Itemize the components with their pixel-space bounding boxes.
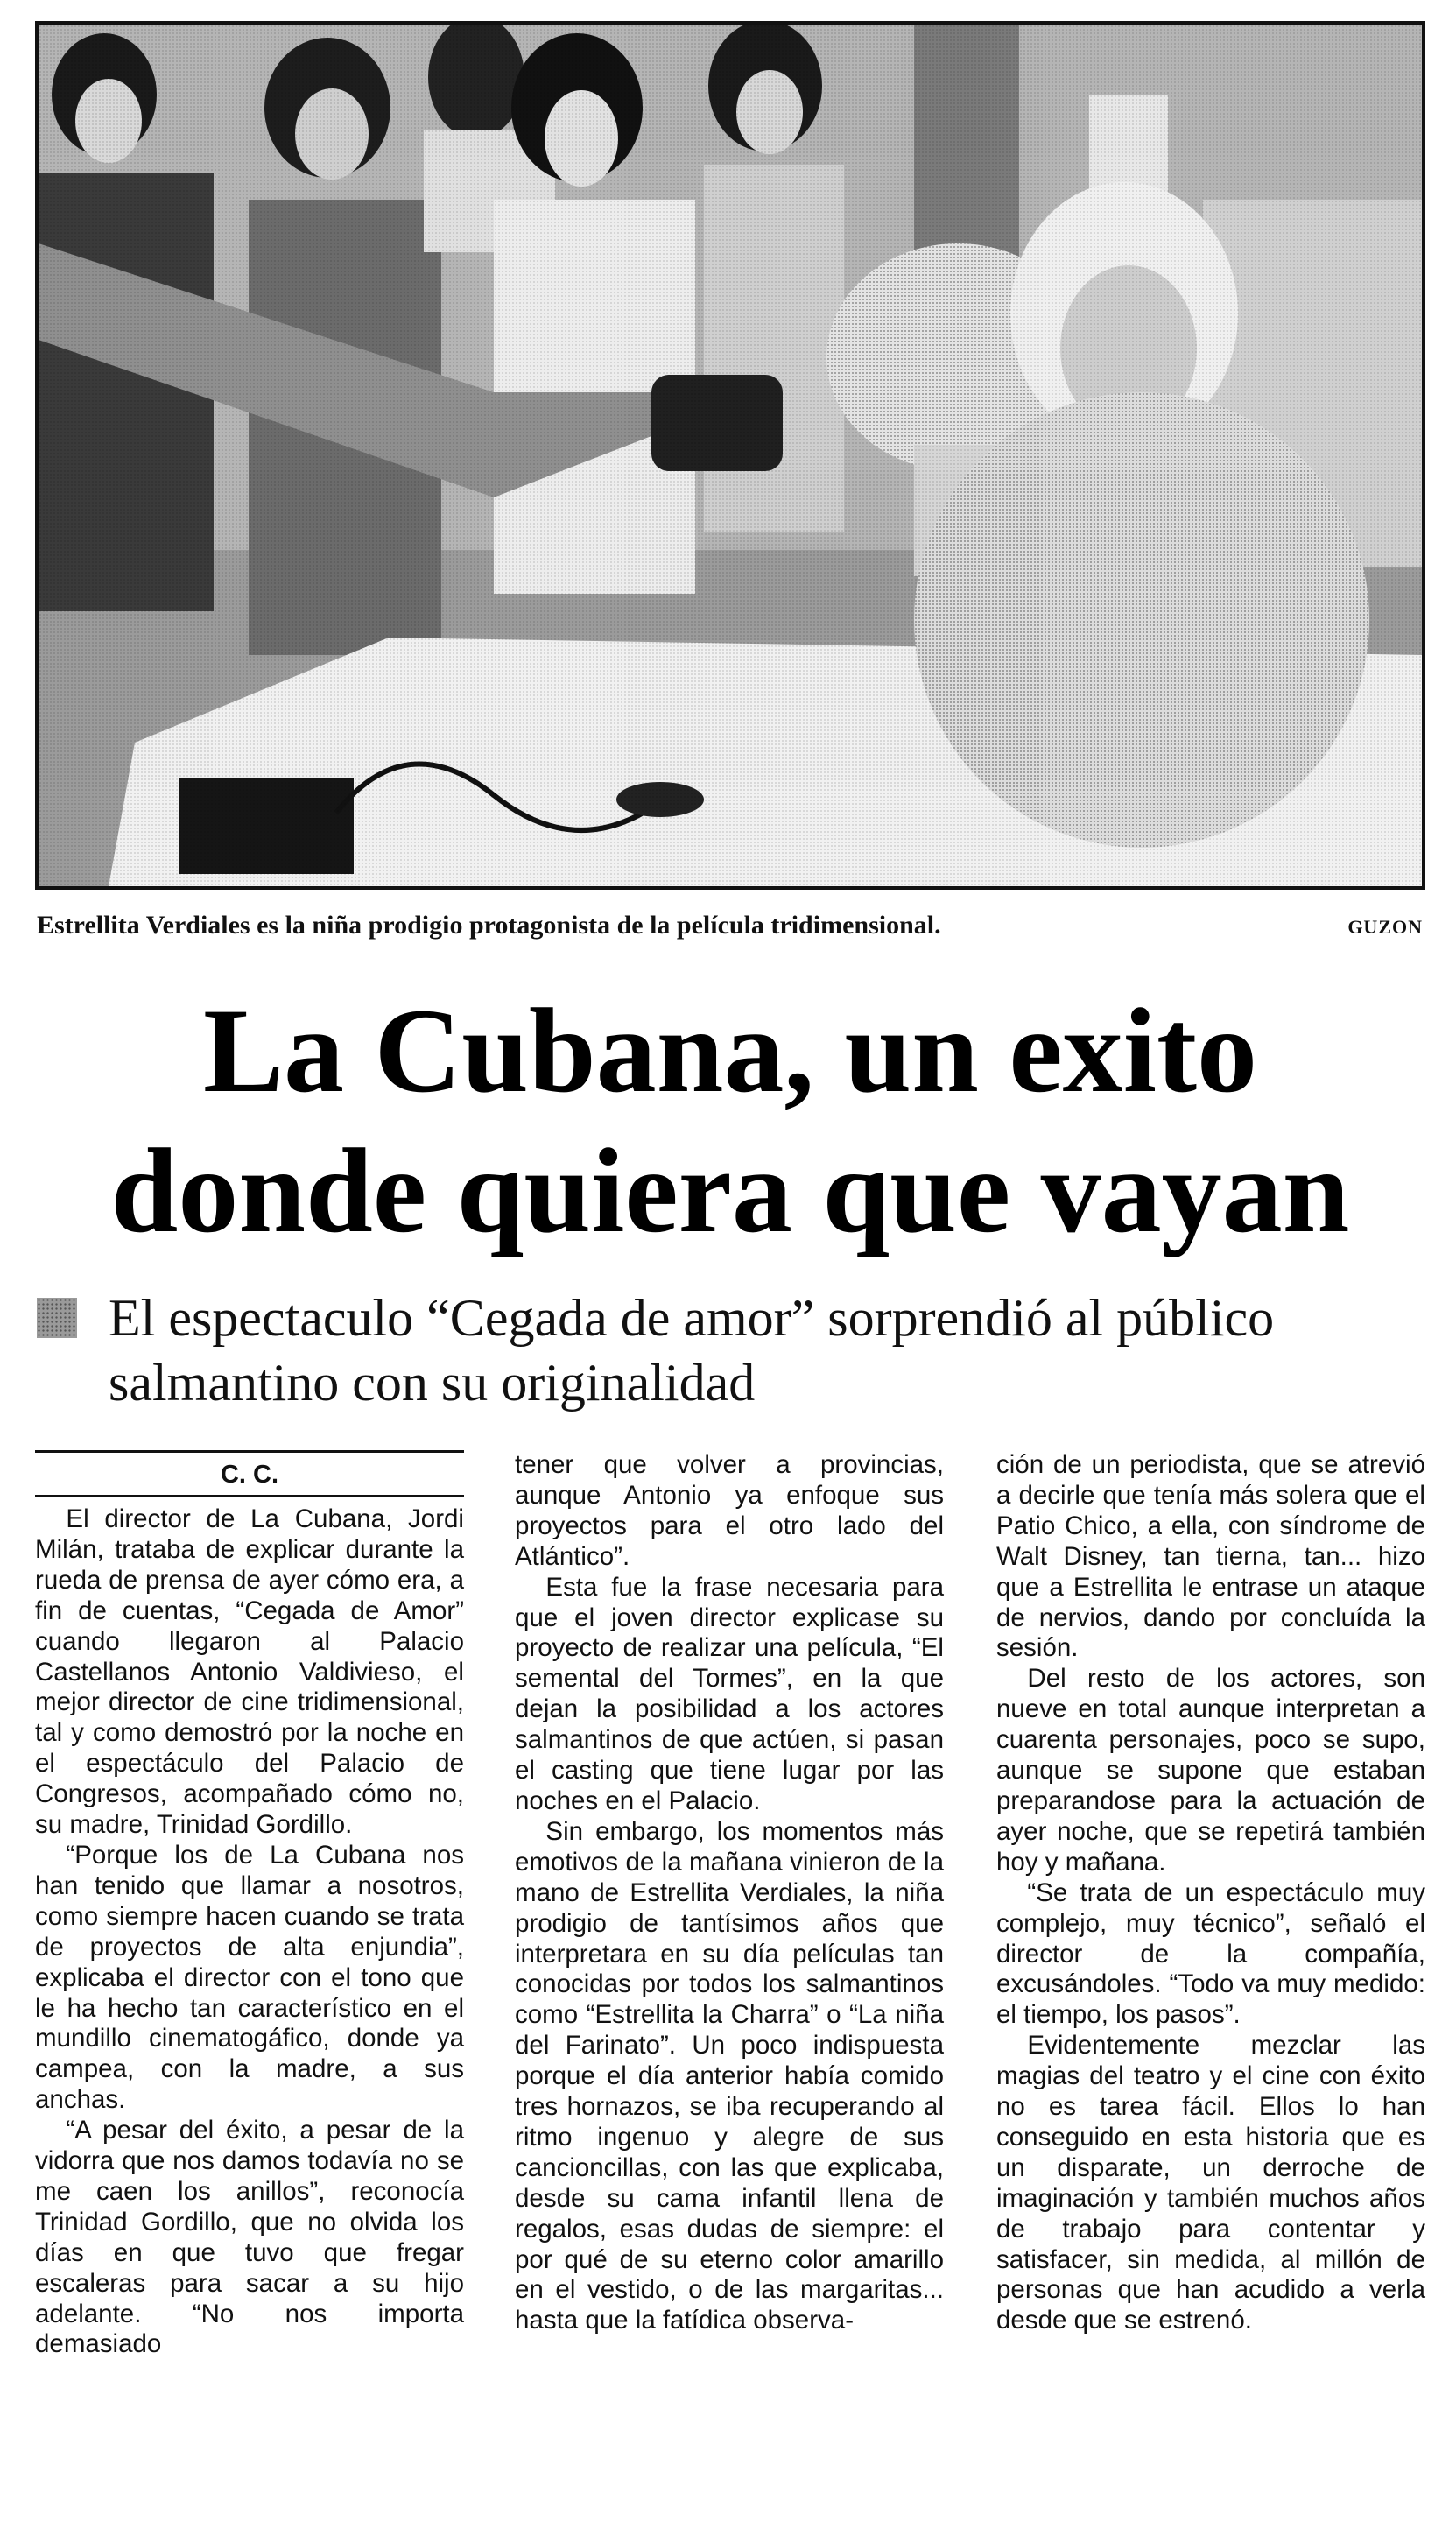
article-column-1 <box>35 1504 464 2360</box>
subheadline-line-1: El espectaculo “Cegada de amor” sorprendió al público <box>109 1289 1275 1347</box>
paragraph: “Porque los de La Cubana nos han tenido que llamar a nosotros, como siempre hacen cuando se trata de proyectos de alta enjundia”, explicaba el director con el tono que le ha hecho tan característico en el mundillo cinematogáfico, donde ya campea, con la madre, a sus anchas. <box>35 1840 464 2115</box>
press-photo <box>35 21 1425 890</box>
paragraph: Sin embargo, los momentos más emotivos de la mañana vinieron de la mano de Estrellita Verdiales, la niña prodigio de tantísimos años que interpretara en su día películas tan conocidas por todos los salmantinos como “Estrellita la Charra” o “La niña del Farinato”. Un poco indispuesta porque el día anterior había comido tres hornazos, se iba recuperando al ritmo ingenuo y alegre de sus cancioncillas, con las que explicaba, desde su cama infantil llena de regalos, esas dudas de siempre: el por qué de su eterno color amarillo en el vestido, o de las margaritas... hasta que la fatídica observa- <box>515 1816 944 2335</box>
paragraph: ción de un periodista, que se atrevió a decirle que tenía más solera que el Patio Chico, a ella, con síndrome de Walt Disney, tan tierna, tan... hizo que a Estrellita le entrase un ataque de nervios, dando por concluída la sesión. <box>996 1450 1425 1663</box>
press-photo-image <box>39 25 1422 886</box>
byline-rule-bottom <box>35 1495 464 1497</box>
article-column-2 <box>515 1450 944 2336</box>
paragraph: “Se trata de un espectáculo muy complejo, muy técnico”, señaló el director de la compañía, excusándoles. “Todo va muy medido: el tiempo, los pasos”. <box>996 1877 1425 2030</box>
photo-credit: GUZON <box>1347 916 1423 938</box>
photo-caption: Estrellita Verdiales es la niña prodigio protagonista de la película tridimensional. <box>37 911 941 940</box>
subhead-bullet-icon <box>37 1298 77 1338</box>
paragraph: Del resto de los actores, son nueve en total aunque interpretan a cuarenta personajes, poco se supo, aunque se supone que estaban preparandose para la actuación de ayer noche, que se repetirá también hoy y mañana. <box>996 1664 1425 1877</box>
headline <box>35 981 1425 1261</box>
paragraph: Evidentemente mezclar las magias del teatro y el cine con éxito no es tarea fácil. Ellos lo han conseguido en esta historia que es un disparate, un derroche de imaginación y también muchos años de trabajo para contentar y satisfacer, sin medida, al millón de personas que han acudido a verla desde que se estrenó. <box>996 2031 1425 2335</box>
headline-line-2: donde quiera que vayan <box>110 1124 1350 1257</box>
article-column-3 <box>996 1450 1425 2336</box>
paragraph: tener que volver a provincias, aunque Antonio ya enfoque sus proyectos para el otro lado del Atlántico”. <box>515 1450 944 1571</box>
byline-rule-top <box>35 1450 464 1453</box>
subheadline <box>109 1286 1431 1415</box>
paragraph: “A pesar del éxito, a pesar de la vidorra que nos damos todavía no se me caen los anillos”, reconocía Trinidad Gordillo, que no olvida los días en que tuvo que fregar escaleras para sacar a su hijo adelante. “No nos importa demasiado <box>35 2116 464 2359</box>
paragraph: Esta fue la frase necesaria para que el joven director explicase su proyecto de realizar una película, “El semental del Tormes”, en la que dejan la posibilidad a los actores salmantinos de que actúen, si pasan el casting que tiene lugar por las noches en el Palacio. <box>515 1572 944 1815</box>
paragraph: El director de La Cubana, Jordi Milán, trataba de explicar durante la rueda de prensa de ayer cómo era, a fin de cuentas, “Cegada de Amor” cuando llegaron al Palacio Castellanos Antonio Valdivieso, el mejor director de cine tridimensional, tal y como demostró por la noche en el espectáculo del Palacio de Congresos, acompañado cómo no, su madre, Trinidad Gordillo. <box>35 1504 464 1840</box>
headline-line-1: La Cubana, un exito <box>203 983 1257 1117</box>
subheadline-line-2: salmantino con su originalidad <box>109 1354 756 1412</box>
byline: C. C. <box>220 1461 279 1489</box>
